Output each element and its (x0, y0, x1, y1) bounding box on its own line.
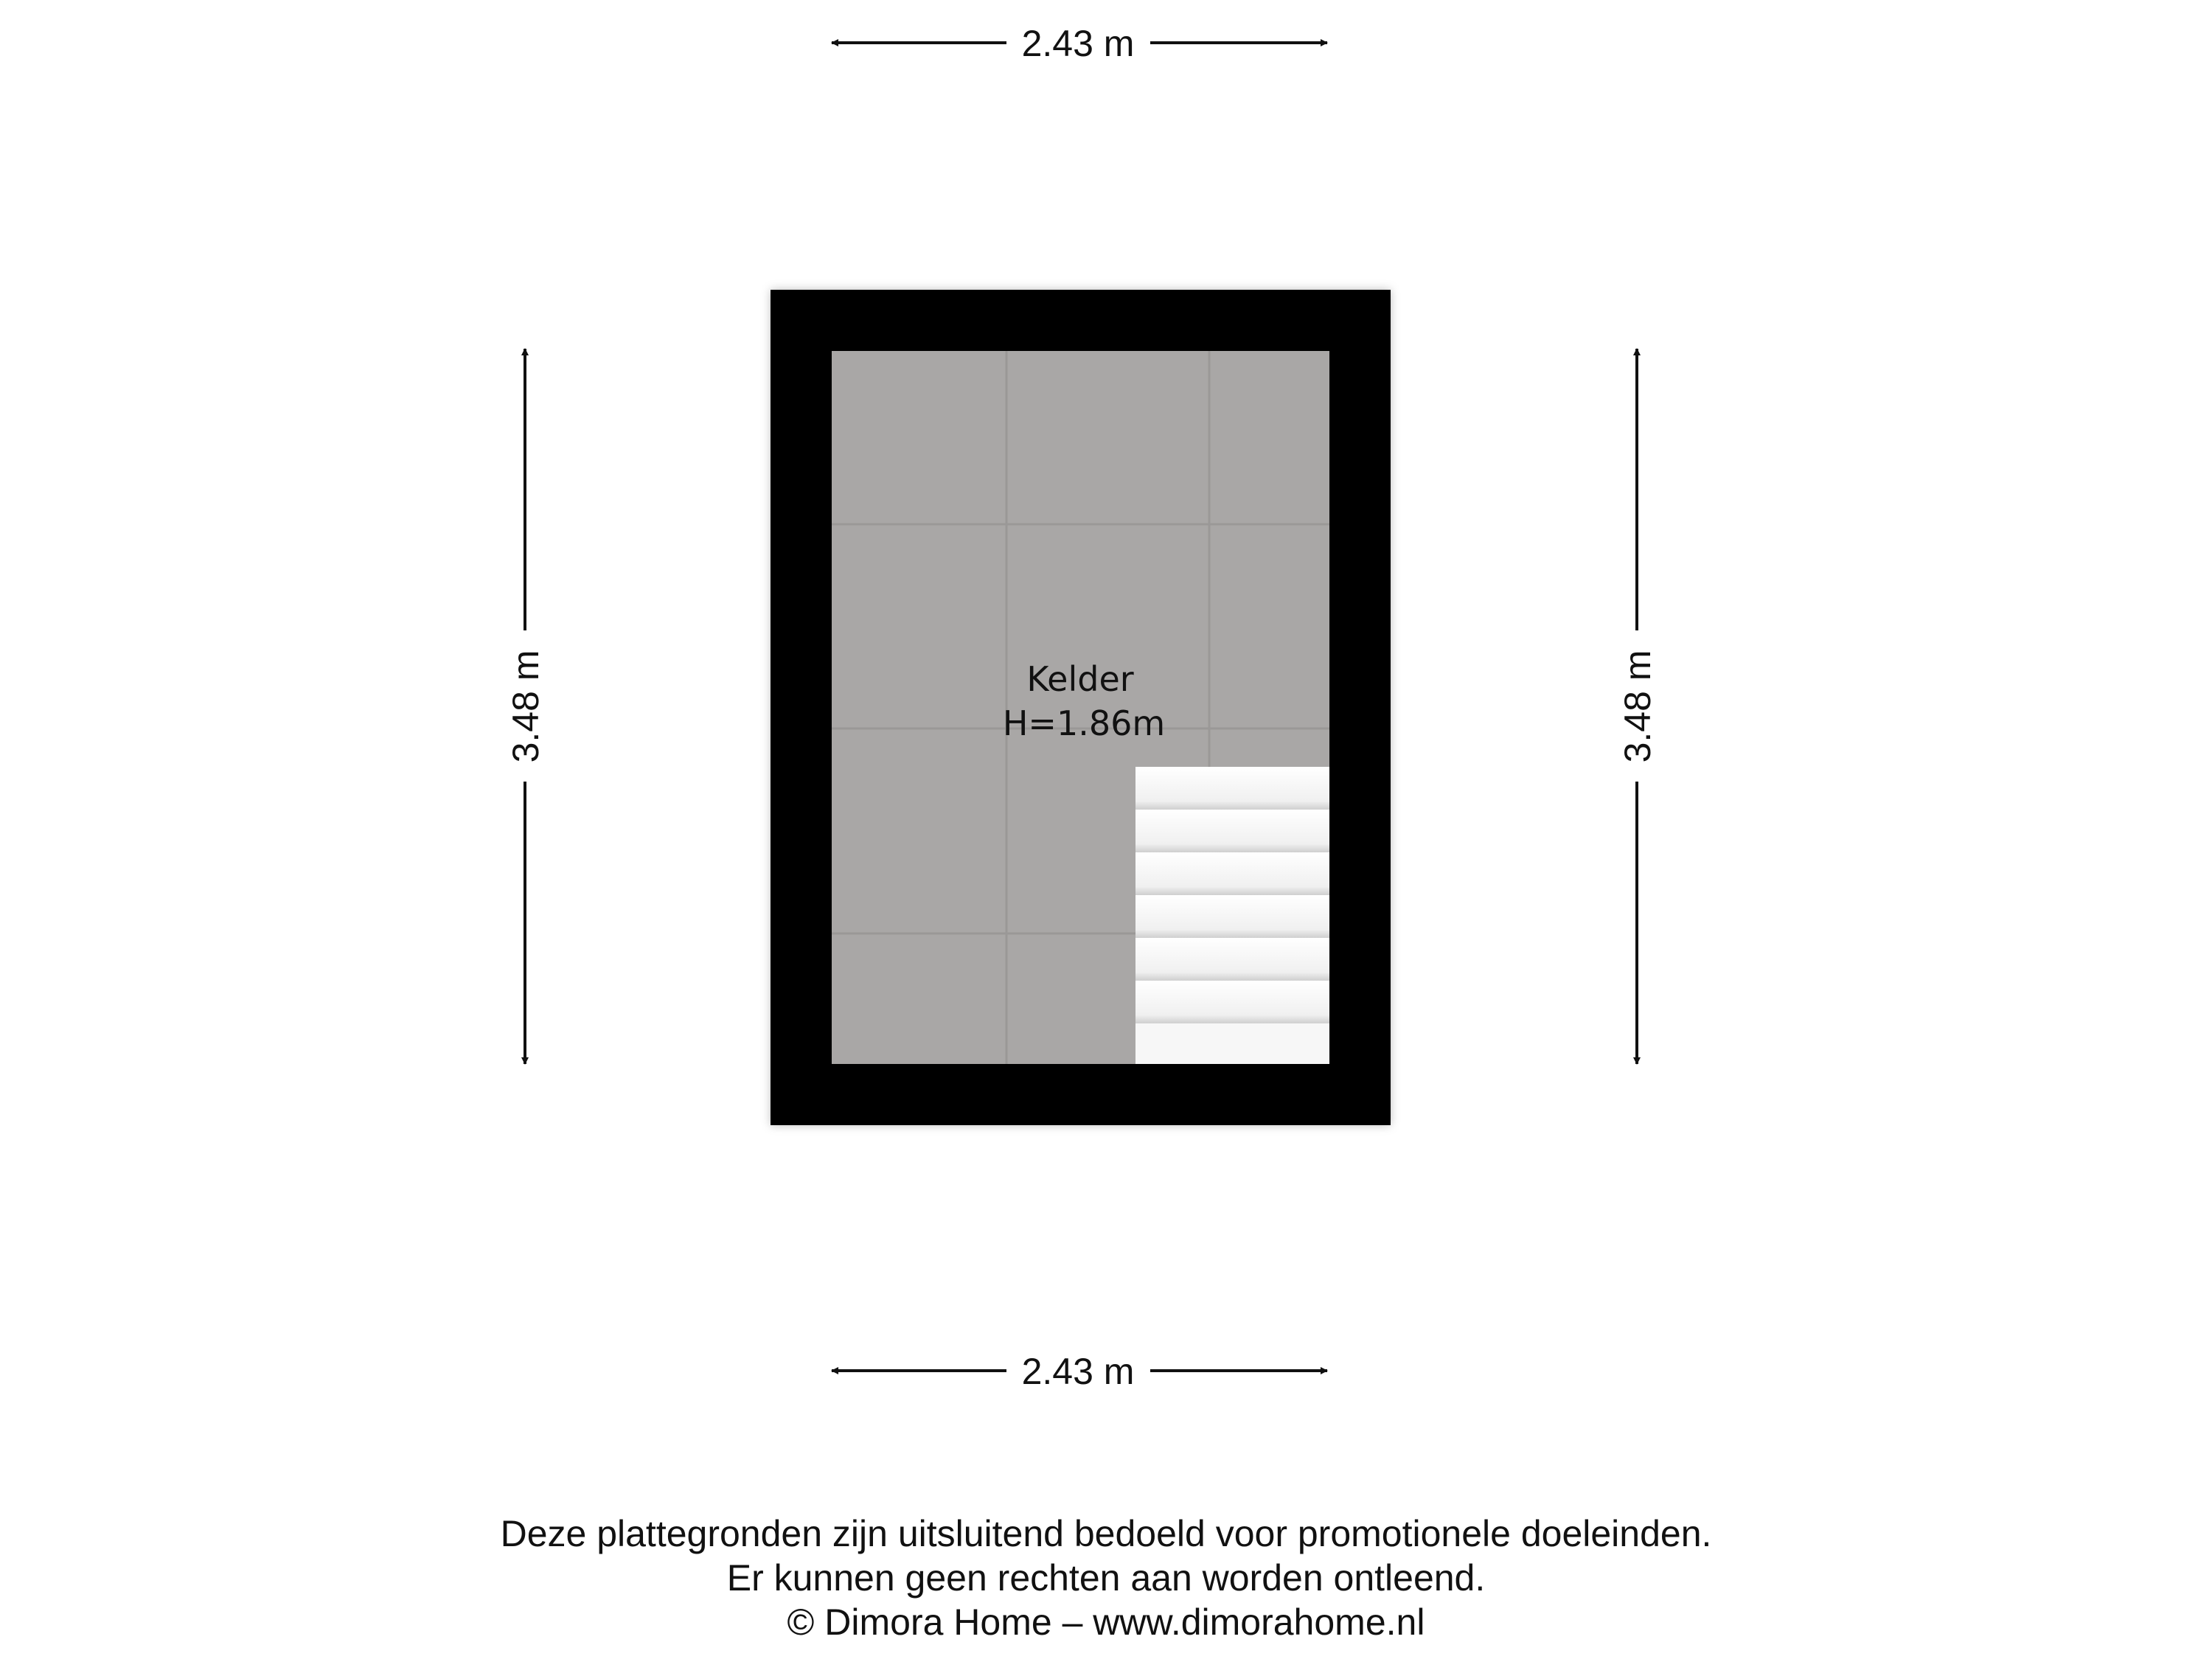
left-dimension (505, 349, 546, 1064)
room-height-label: H=1.86m (1002, 703, 1166, 743)
disclaimer-line-3: © Dimora Home – www.dimorahome.nl (787, 1601, 1425, 1643)
right-dimension-label: 3.48 m (1617, 650, 1658, 763)
stair-tread (1135, 981, 1329, 1023)
room-name-label: Kelder (1026, 659, 1134, 699)
disclaimer (0, 1512, 2212, 1644)
disclaimer-line-1: Deze plattegronden zijn uitsluitend bedoeld voor promotionele doeleinden. (500, 1513, 1712, 1554)
stair-tread (1135, 895, 1329, 938)
right-dimension (1617, 349, 1658, 1064)
top-dimension-label: 2.43 m (1021, 23, 1135, 64)
stair-tread (1135, 938, 1329, 981)
top-dimension (832, 23, 1327, 64)
stair-tread (1135, 1023, 1329, 1064)
stair-tread (1135, 852, 1329, 895)
room-kelder (771, 290, 1391, 1125)
stair-tread (1135, 767, 1329, 810)
bottom-dimension (832, 1351, 1327, 1392)
stair-tread (1135, 810, 1329, 852)
left-dimension-label: 3.48 m (505, 650, 546, 763)
staircase (1135, 767, 1329, 1064)
disclaimer-line-2: Er kunnen geen rechten aan worden ontleend. (726, 1557, 1486, 1599)
bottom-dimension-label: 2.43 m (1021, 1351, 1135, 1392)
